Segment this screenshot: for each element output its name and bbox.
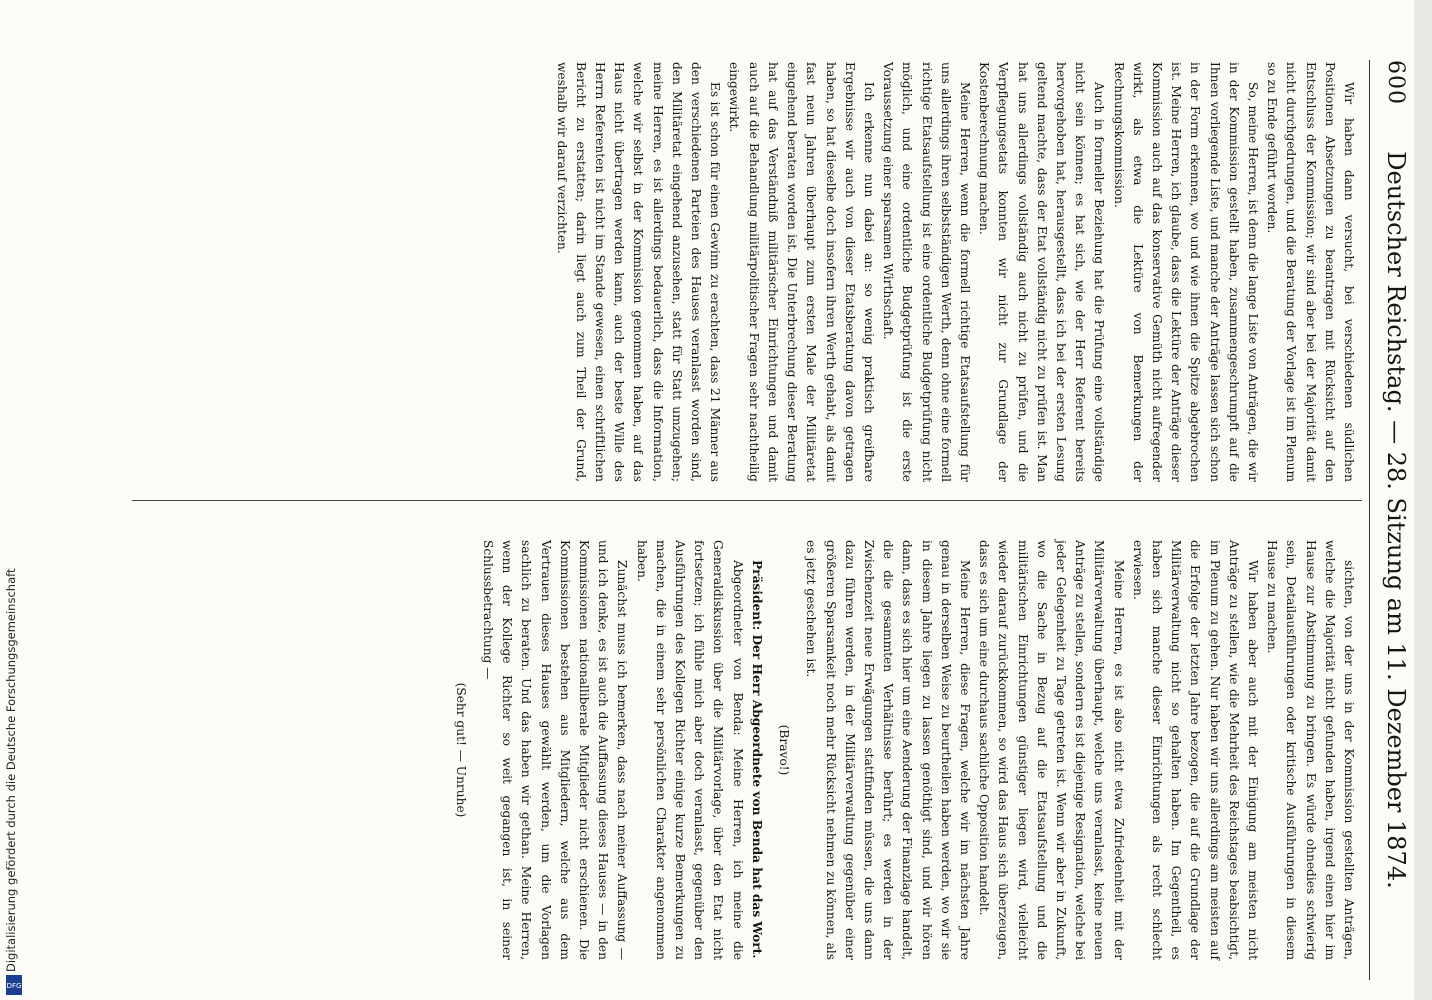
paragraph: Wir haben aber auch mit der Einigung am meisten nicht Anträge zu stellen, wie die Mehrheit des Reichstages beabsichtigt, im Plenum zu gehen. Nur haben wir uns allerdings am meisten auf die Erfolge der letzten Jahre bezogen, die auf die Grundlage der Militärverwaltung nicht so gehalten haben. Im Gegentheil, es haben sich manche dieser Einrichtungen als recht schlecht erwiesen.	[1130, 540, 1260, 960]
president-remark: Präsident: Der Herr Abgeordnete von Benda hat das Wort.	[749, 560, 764, 959]
paragraph: Wir haben dann versucht, bei verschiedenen südlichen Positionen Absetzungen zu beantragen mit Rücksicht auf den Entschluss der Kommission; wir sind aber bei der Majorität damit nicht durchgedrungen, und die Beratung der Vorlage ist im Plenum so zu Ende geführt worden.	[1265, 62, 1356, 482]
paragraph: Ich erkenne nun dabei an: so wenig praktisch greifbare Ergebnisse wir auch von dieser Etatsberatung davon getragen haben, so hat dieselbe doch insofern ihren Werth gehabt, als damit fast neun Jahren überhaupt zum ersten Male der Militäretat eingehend beraten worden ist. Die Unterbrechung dieser Beratung hat auf das Verständniß militärischer Einrichtungen und damit auch auf die Behandlung militärpolitischer Fragen sehr nachtheilig eingewirkt.	[727, 62, 876, 482]
paragraph: Meine Herren, diese Fragen, welche wir im nächsten Jahre genau in derselben Weise zu beurtheilen haben werden, wo wir sie in diesem Jahre liegen zu lassen genöthigt sind, und wir hören dann, dass es sich hier um eine Aenderung der Finanzlage handelt, die die gesammten Verhältnisse berührt; es werden in der Zwischenzeit neue Erwägungen stattfinden müssen, die uns dann dazu führen werden, in der Militärverwaltung gegenüber einer größeren Sparsamkeit noch mehr Rücksicht nehmen zu können, als es jetzt geschehen ist.	[804, 540, 972, 960]
scan-edge	[1414, 0, 1432, 1000]
right-column	[443, 540, 1358, 960]
page-header	[1374, 60, 1414, 980]
footer-credit: Digitalisierung gefördert durch die Deutsche Forschungsgemeinschaft	[4, 568, 18, 972]
paragraph: sichten, von der uns in der Kommission gestellten Anträgen, welche die Majorität nicht gefunden haben, irgend einen hier im Hause zur Abstimmung zu bringen. Es würde ohnedies schwierig sein, Detailausführungen oder kritische Ausführungen in diesem Hause zu machen.	[1265, 540, 1356, 960]
header-rule	[1369, 60, 1370, 980]
paragraph: Meine Herren, wenn die formell richtige Etatsaufstellung für uns allerdings ihren selbstständigen Werth, denn ohne eine formell richtige Etatsaufstellung ist eine ordentliche Budgetprüfung nicht möglich, und eine ordentliche Budgetprüfung ist die erste Voraussetzung einer sparsamen Wirthschaft.	[881, 62, 972, 482]
reaction-note: (Sehr gut! — Unruhe)	[453, 682, 468, 818]
paragraph: Es ist schon für einen Gewinn zu erachten, dass 21 Männer aus den verschiedenen Parteien des Hauses veranlasst worden sind, den Militäretat eingehend anzusehen, statt für Statt umzugehen; meine Herren, es ist allerdings bedauerlich, dass die Information, welche wir selbst in der Kommission genommen haben, auf das Haus nicht übertragen werden kann, auch der beste Wille des Herrn Referenten ist nicht im Stande gewesen, einen schriftlichen Bericht zu erstatten; darin liegt auch zum Theil der Grund, weshalb wir darauf verzichten.	[554, 62, 723, 482]
speech-paragraph: Zunächst muss ich bemerken, dass nach meiner Auffassung — und ich denke, es ist auch die Auffassung dieses Hauses — in den Kommissionen nationalliberale Mitglieder nicht erschienen. Die Kommissionen bestehen aus Mitgliedern, welche aus dem Vertrauen dieses Hauses gewählt werden, um die Vorlagen sachlich zu beraten. Und das haben wir gethan. Meine Herren, wenn der Kollege Richter so weit gegangen ist, in seiner Schlussbetrachtung —	[481, 540, 630, 960]
paragraph: So, meine Herren, ist denn die lange Liste von Anträgen, die wir in der Kommission gestellt haben, zusammengeschrumpft auf die Ihnen vorliegende Liste, und manche der Anträge lassen sich schon in der Form erkennen, wo und wie ihnen die Spitze abgebrochen ist. Meine Herren, ich glaube, dass die Lektüre der Anträge dieser Kommission auch auf das konservative Gemüth nicht aufregender wirkt, als etwa die Lektüre von Bemerkungen der Rechnungskommission.	[1111, 62, 1260, 482]
digitization-footer	[2, 0, 24, 1000]
running-head: Deutscher Reichstag. — 28. Sitzung am 11. Dezember 1874.	[1382, 151, 1410, 889]
page-number: 600	[1383, 60, 1408, 105]
paragraph: Auch in formeller Beziehung hat die Prüfung eine vollständige nicht sein können; es hat sich, wie der Herr Referent bereits hervorgehoben hat, herausgestellt, dass ich bei der ersten Lesung geltend machte, dass der Etat vollständig nicht zu prüfen ist. Man hat uns allerdings vollständig auch nicht zu prüfen, und die Verpflegungsetats konnten wir nicht zur Grundlage der Kostenberechnung machen.	[977, 62, 1107, 482]
left-column	[551, 62, 1358, 482]
applause-note: (Bravo!)	[777, 724, 792, 776]
speech-paragraph: Abgeordneter von Benda: Meine Herren, ich meine die Generaldiskussion über die Militärvorlage, über den Etat nicht fortsetzen; ich fühle mich aber doch veranlasst, gegenüber den Ausführungen des Kollegen Richter einige kurze Bemerkungen zu machen, die in einem sehr persönlichen Charakter angenommen haben.	[634, 540, 745, 960]
dfg-logo-label: DFG	[6, 982, 22, 990]
dfg-logo-icon	[5, 974, 23, 996]
column-divider	[132, 500, 1362, 501]
paragraph: Meine Herren, es ist also nicht etwa Zufriedenheit mit der Militärverwaltung überhaupt, welche uns veranlasst, keine neuen Anträge zu stellen, sondern es ist diejenige Resignation, welche bei jeder Gelegenheit zu Tage getreten ist. Wenn wir aber in Zukunft, wo die Sache in Bezug auf die Etatsaufstellung und die militärischen Einrichtungen günstiger liegen wird, vielleicht wieder darauf zurückkommen, so wird das Haus sich überzeugen, dass es sich um eine durchaus sachliche Opposition handelt.	[977, 540, 1126, 960]
